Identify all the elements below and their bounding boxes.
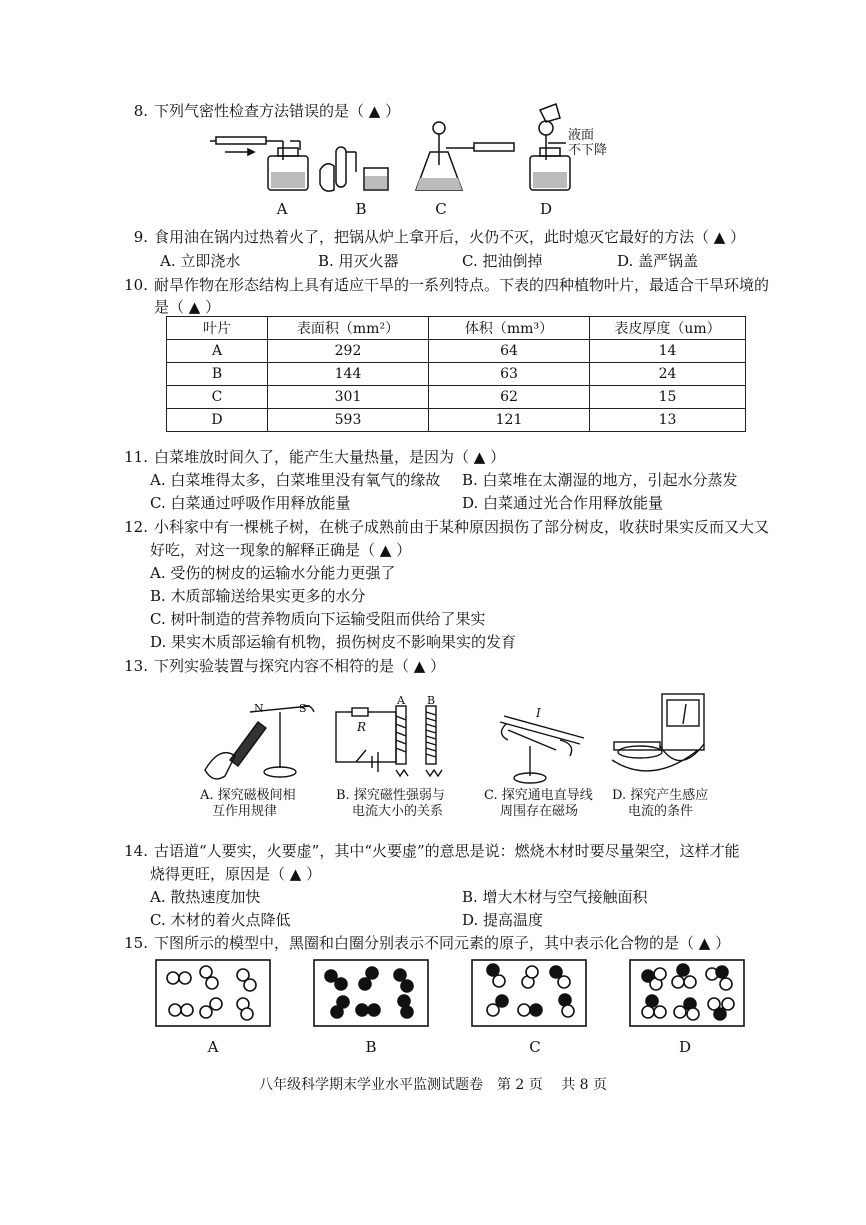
q9-option-d: D. 盖严锅盖 [617, 252, 699, 270]
question-12 [120, 516, 769, 537]
q9-option-b: B. 用灭火器 [318, 252, 399, 270]
table-cell: 24 [590, 363, 746, 386]
q13-mark-a: A [397, 694, 405, 707]
question-10-line2: 是（ ▲ ） [154, 298, 221, 316]
q8-note [568, 128, 607, 158]
q11-option-b: B. 白菜堆在太潮湿的地方，引起水分蒸发 [462, 471, 738, 489]
q11-option-a: A. 白菜堆得太多，白菜堆里没有氧气的缘故 [150, 471, 441, 489]
q13-mark-r: R [357, 720, 367, 734]
question-8 [120, 100, 400, 121]
q12-option-c: C. 树叶制造的营养物质向下运输受阻而供给了果实 [150, 610, 486, 628]
q9-option-a: A. 立即浇水 [160, 252, 241, 270]
q8-label-b: B [355, 200, 367, 218]
q13-mark-i: I [536, 706, 541, 720]
question-10 [120, 274, 769, 295]
table-cell: 14 [590, 340, 746, 363]
table-cell: 15 [590, 386, 746, 409]
caption-line: D. 探究产生感应 [612, 788, 709, 803]
q8-label-d: D [539, 200, 553, 218]
q9-option-c: C. 把油倒掉 [462, 252, 543, 270]
question-number: 8. [133, 102, 148, 120]
q13-caption-d [612, 788, 708, 820]
q15-label-b: B [365, 1038, 377, 1056]
q8-label-c: C [435, 200, 447, 218]
question-text: 食用油在锅内过热着火了，把锅从炉上拿开后，火仍不灭，此时熄灭它最好的方法（ ▲ ） [154, 228, 746, 246]
table-header: 体积（mm³） [429, 317, 590, 340]
question-14 [120, 840, 740, 861]
question-9 [120, 226, 745, 247]
table-cell: D [167, 409, 268, 432]
question-number: 14. [124, 842, 148, 860]
question-number: 13. [124, 657, 148, 675]
caption-line: 电流的条件 [628, 804, 694, 819]
table-header: 表皮厚度（um） [590, 317, 746, 340]
q10-table [166, 316, 746, 432]
caption-line: B. 探究磁性强弱与 [336, 788, 445, 803]
table-cell: 62 [429, 386, 590, 409]
question-number: 9. [133, 228, 148, 246]
q8-label-a: A [276, 200, 288, 218]
question-text: 小科家中有一棵桃子树，在桃子成熟前由于某种原因损伤了部分树皮，收获时果实反而又大又 [154, 518, 770, 536]
question-13 [120, 655, 445, 676]
table-row [167, 363, 746, 386]
table-row [167, 386, 746, 409]
table-cell: A [167, 340, 268, 363]
table-cell: B [167, 363, 268, 386]
q11-option-d: D. 白菜通过光合作用释放能量 [462, 494, 664, 512]
table-cell: 144 [268, 363, 429, 386]
question-text: 白菜堆放时间久了，能产生大量热量，是因为（ ▲ ） [154, 448, 506, 466]
question-text: 下列气密性检查方法错误的是（ ▲ ） [154, 102, 401, 120]
table-row [167, 409, 746, 432]
caption-line: 互作用规律 [212, 804, 278, 819]
question-11 [120, 446, 505, 467]
question-text: 古语道“人要实，火要虚”，其中“火要虚”的意思是说：燃烧木材时要尽量架空，这样才能 [154, 842, 740, 860]
table-cell: 63 [429, 363, 590, 386]
table-header: 叶片 [167, 317, 268, 340]
q15-label-d: D [678, 1038, 692, 1056]
table-cell: 121 [429, 409, 590, 432]
q13-mark-n: N [254, 702, 264, 715]
note-line: 液面 [568, 128, 595, 143]
question-14-line2: 烧得更旺，原因是（ ▲ ） [150, 865, 322, 883]
question-15 [120, 932, 730, 953]
page-footer: 八年级科学期末学业水平监测试题卷 第 2 页 共 8 页 [258, 1077, 608, 1093]
q15-label-c: C [529, 1038, 541, 1056]
question-text: 下列实验装置与探究内容不相符的是（ ▲ ） [154, 657, 446, 675]
table-cell: 593 [268, 409, 429, 432]
question-number: 10. [124, 276, 148, 294]
table-cell: 13 [590, 409, 746, 432]
q12-option-a: A. 受伤的树皮的运输水分能力更强了 [150, 564, 396, 582]
q15-label-a: A [207, 1038, 219, 1056]
caption-line: 电流大小的关系 [352, 804, 444, 819]
q12-option-b: B. 木质部输送给果实更多的水分 [150, 587, 366, 605]
q14-option-a: A. 散热速度加快 [150, 888, 261, 906]
question-12-line2: 好吃，对这一现象的解释正确是（ ▲ ） [150, 541, 412, 559]
table-cell: C [167, 386, 268, 409]
question-number: 11. [124, 448, 148, 466]
q13-caption-a [200, 788, 296, 820]
caption-line: 周围存在磁场 [500, 804, 579, 819]
table-cell: 292 [268, 340, 429, 363]
q13-mark-s: S [299, 702, 307, 715]
question-number: 12. [124, 518, 148, 536]
table-cell: 64 [429, 340, 590, 363]
table-header: 表面积（mm²） [268, 317, 429, 340]
q14-option-d: D. 提高温度 [462, 911, 544, 929]
q12-option-d: D. 果实木质部运输有机物，损伤树皮不影响果实的发育 [150, 633, 517, 651]
table-row [167, 340, 746, 363]
note-line: 不下降 [568, 143, 608, 158]
table-cell: 301 [268, 386, 429, 409]
q13-caption-c [484, 788, 593, 820]
q13-caption-b [336, 788, 445, 820]
caption-line: C. 探究通电直导线 [484, 788, 593, 803]
q11-option-c: C. 白菜通过呼吸作用释放能量 [150, 494, 351, 512]
q14-option-b: B. 增大木材与空气接触面积 [462, 888, 648, 906]
question-text: 耐旱作物在形态结构上具有适应干旱的一系列特点。下表的四种植物叶片，最适合干旱环境的 [154, 276, 770, 294]
question-number: 15. [124, 934, 148, 952]
q14-option-c: C. 木材的着火点降低 [150, 911, 291, 929]
question-text: 下图所示的模型中，黑圈和白圈分别表示不同元素的原子，其中表示化合物的是（ ▲ ） [154, 934, 731, 952]
caption-line: A. 探究磁极间相 [200, 788, 296, 803]
q13-mark-b: B [427, 694, 436, 707]
table-header-row [167, 317, 746, 340]
